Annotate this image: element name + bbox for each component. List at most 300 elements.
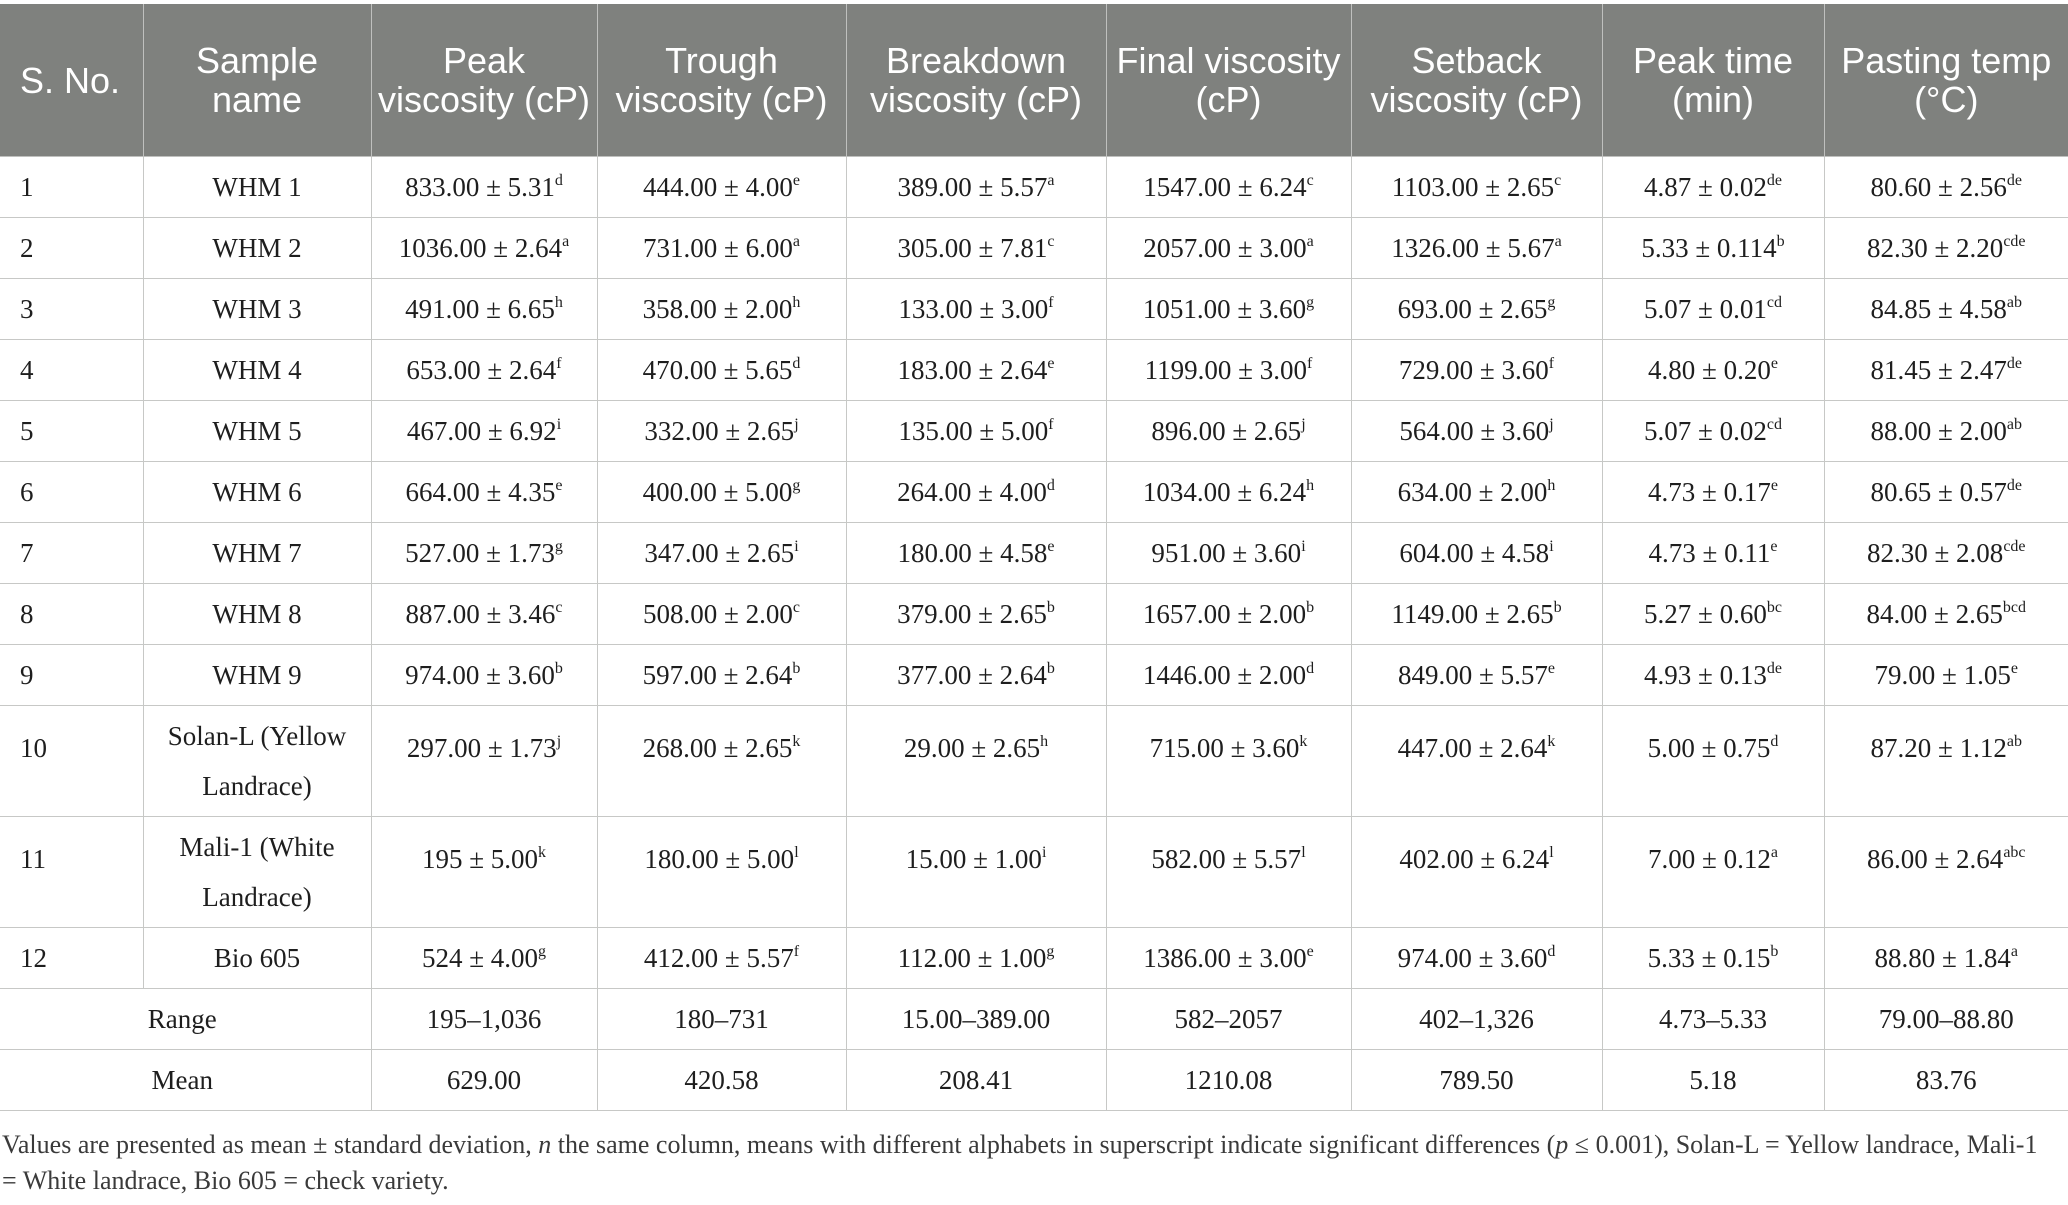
cell-breakdown-viscosity [846,523,1106,584]
cell-value: 5.33 ± 0.114 [1641,232,1777,263]
cell-final-viscosity [1106,462,1351,523]
cell-peak-viscosity [371,279,597,340]
cell-value: 389.00 ± 5.57 [897,171,1048,202]
cell-value: 491.00 ± 6.65 [405,293,555,324]
significance-superscript: g [554,537,563,555]
cell-sno: 3 [0,279,143,340]
cell-value: 1326.00 ± 5.67 [1391,232,1555,263]
table-row [0,401,2068,462]
cell-value: 4.87 ± 0.02 [1644,171,1767,202]
significance-superscript: k [792,733,801,750]
significance-superscript: g [1046,942,1055,960]
cell-value: 974.00 ± 3.60 [405,659,555,690]
summary-row-range [0,989,2068,1050]
table-row [0,817,2068,928]
cell-final-viscosity [1106,584,1351,645]
significance-superscript: i [794,537,799,555]
table-row [0,584,2068,645]
cell-sample-name: WHM 3 [143,279,371,340]
significance-superscript: g [1306,293,1315,311]
cell-sno: 8 [0,584,143,645]
significance-superscript: a [1770,844,1778,861]
significance-superscript: a [1047,171,1055,189]
significance-superscript: h [1040,733,1049,750]
cell-value: 180.00 ± 5.00 [644,844,795,874]
cell-value: 664.00 ± 4.35 [405,476,556,507]
cell-sample-name: Bio 605 [143,928,371,989]
cell-sno: 9 [0,645,143,706]
table-container [0,4,2068,1111]
significance-superscript: j [556,733,562,750]
header-sample-name: Sample name [143,4,371,157]
significance-superscript: cde [2003,232,2026,250]
cell-value: 1034.00 ± 6.24 [1142,476,1307,507]
cell-final-viscosity [1106,401,1351,462]
table-row [0,645,2068,706]
significance-superscript: e [1047,537,1055,555]
footnote-text-2: the same column, means with different alphabets in superscript indicate significant differences ( [551,1130,1556,1159]
cell-peak-time [1602,928,1824,989]
cell-value: 183.00 ± 2.64 [897,354,1048,385]
cell-sample-name: WHM 8 [143,584,371,645]
significance-superscript: b [1776,232,1785,250]
cell-value: 1657.00 ± 2.00 [1142,598,1307,629]
cell-value: 729.00 ± 3.60 [1398,354,1549,385]
cell-final-viscosity [1106,817,1351,928]
cell-value: 29.00 ± 2.65 [903,733,1041,763]
cell-sno: 11 [0,817,143,928]
cell-setback-viscosity [1351,523,1602,584]
cell-value: 332.00 ± 2.65 [644,415,795,446]
summary-cell-trough-viscosity: 420.58 [597,1050,846,1111]
table-row [0,706,2068,817]
significance-superscript: e [792,171,800,189]
cell-peak-time [1602,462,1824,523]
cell-sample-name: Mali-1 (White Landrace) [143,817,371,928]
cell-peak-viscosity [371,706,597,817]
cell-setback-viscosity [1351,706,1602,817]
significance-superscript: l [1549,844,1554,861]
significance-superscript: ab [2006,293,2022,311]
significance-superscript: d [792,354,801,372]
cell-value: 974.00 ± 3.60 [1397,942,1548,973]
cell-breakdown-viscosity [846,706,1106,817]
significance-superscript: h [792,293,801,311]
summary-row-mean [0,1050,2068,1111]
cell-trough-viscosity [597,218,846,279]
cell-pasting-temp [1824,279,2068,340]
significance-superscript: c [1047,232,1055,250]
cell-pasting-temp [1824,928,2068,989]
header-breakdown-viscosity: Breakdown viscosity (cP) [846,4,1106,157]
cell-sno: 6 [0,462,143,523]
summary-cell-breakdown-viscosity: 208.41 [846,1050,1106,1111]
cell-pasting-temp [1824,340,2068,401]
cell-peak-time [1602,706,1824,817]
cell-peak-viscosity [371,523,597,584]
cell-value: 887.00 ± 3.46 [405,598,556,629]
cell-peak-time [1602,401,1824,462]
cell-value: 634.00 ± 2.00 [1397,476,1548,507]
significance-superscript: de [2006,354,2022,372]
cell-value: 358.00 ± 2.00 [642,293,793,324]
cell-sno: 2 [0,218,143,279]
cell-peak-time [1602,523,1824,584]
cell-value: 305.00 ± 7.81 [897,232,1048,263]
cell-final-viscosity [1106,523,1351,584]
cell-pasting-temp [1824,523,2068,584]
cell-value: 402.00 ± 6.24 [1399,844,1550,874]
summary-label: Mean [0,1050,371,1111]
cell-trough-viscosity [597,928,846,989]
cell-setback-viscosity [1351,928,1602,989]
significance-superscript: abc [2003,844,2026,861]
cell-trough-viscosity [597,706,846,817]
cell-peak-time [1602,584,1824,645]
significance-superscript: k [1299,733,1308,750]
significance-superscript: b [1770,942,1779,960]
cell-value: 80.60 ± 2.56 [1870,171,2007,202]
significance-superscript: i [1549,537,1554,555]
header-peak-time: Peak time (min) [1602,4,1824,157]
significance-superscript: de [2006,171,2022,189]
cell-value: 467.00 ± 6.92 [406,415,557,446]
cell-pasting-temp [1824,218,2068,279]
cell-setback-viscosity [1351,218,1602,279]
cell-value: 1446.00 ± 2.00 [1142,659,1307,690]
cell-pasting-temp [1824,462,2068,523]
significance-superscript: e [2010,659,2018,677]
significance-superscript: k [538,844,547,861]
header-final-viscosity: Final viscosity (cP) [1106,4,1351,157]
cell-value: 604.00 ± 4.58 [1399,537,1550,568]
cell-peak-viscosity [371,584,597,645]
cell-value: 7.00 ± 0.12 [1648,844,1771,874]
cell-pasting-temp [1824,157,2068,218]
cell-value: 82.30 ± 2.08 [1866,537,2004,568]
cell-sno: 4 [0,340,143,401]
cell-sno: 7 [0,523,143,584]
cell-pasting-temp [1824,645,2068,706]
table-row [0,523,2068,584]
cell-final-viscosity [1106,218,1351,279]
table-row [0,462,2068,523]
cell-value: 1036.00 ± 2.64 [398,232,563,263]
cell-value: 377.00 ± 2.64 [897,659,1047,690]
table-row [0,218,2068,279]
header-peak-viscosity: Peak viscosity (cP) [371,4,597,157]
cell-sno: 5 [0,401,143,462]
significance-superscript: d [554,171,563,189]
significance-superscript: i [556,415,562,433]
significance-superscript: d [1046,476,1055,494]
significance-superscript: a [2010,942,2018,960]
cell-value: 135.00 ± 5.00 [898,415,1049,446]
cell-value: 1103.00 ± 2.65 [1391,171,1555,202]
summary-cell-final-viscosity: 582–2057 [1106,989,1351,1050]
significance-superscript: b [1046,598,1055,616]
significance-superscript: g [1547,293,1556,311]
significance-superscript: cd [1766,415,1782,433]
cell-final-viscosity [1106,706,1351,817]
cell-trough-viscosity [597,157,846,218]
cell-value: 444.00 ± 4.00 [643,171,793,202]
cell-value: 1199.00 ± 3.00 [1144,354,1307,385]
cell-final-viscosity [1106,340,1351,401]
cell-value: 412.00 ± 5.57 [643,942,794,973]
cell-breakdown-viscosity [846,645,1106,706]
cell-value: 86.00 ± 2.64 [1866,844,2004,874]
cell-value: 4.73 ± 0.17 [1648,476,1771,507]
cell-breakdown-viscosity [846,218,1106,279]
significance-superscript: de [2006,476,2022,494]
significance-superscript: f [1307,354,1313,372]
cell-setback-viscosity [1351,279,1602,340]
cell-sample-name: WHM 1 [143,157,371,218]
table-footnote [2,1127,2042,1199]
significance-superscript: b [1046,659,1055,677]
cell-breakdown-viscosity [846,401,1106,462]
summary-cell-peak-time: 5.18 [1602,1050,1824,1111]
cell-value: 833.00 ± 5.31 [405,171,555,202]
significance-superscript: j [794,415,799,433]
significance-superscript: ab [2006,415,2022,433]
cell-value: 400.00 ± 5.00 [642,476,793,507]
significance-superscript: bc [1766,598,1782,616]
cell-value: 112.00 ± 1.00 [897,942,1047,973]
summary-cell-setback-viscosity: 789.50 [1351,1050,1602,1111]
footnote-text-1: Values are presented as mean ± standard deviation, [2,1130,539,1159]
footnote-italic-p: p [1555,1130,1569,1159]
summary-cell-pasting-temp: 83.76 [1824,1050,2068,1111]
summary-cell-pasting-temp: 79.00–88.80 [1824,989,2068,1050]
significance-superscript: l [794,844,799,861]
cell-peak-time [1602,817,1824,928]
significance-superscript: de [1766,171,1782,189]
significance-superscript: j [1549,415,1554,433]
significance-superscript: g [538,942,547,960]
cell-value: 5.00 ± 0.75 [1647,733,1771,763]
cell-value: 1547.00 ± 6.24 [1143,171,1307,202]
cell-peak-viscosity [371,928,597,989]
cell-trough-viscosity [597,645,846,706]
significance-superscript: h [554,293,563,311]
significance-superscript: f [793,942,800,960]
cell-peak-time [1602,340,1824,401]
cell-setback-viscosity [1351,462,1602,523]
table-body [0,157,2068,1111]
cell-value: 524 ± 4.00 [421,942,539,973]
cell-peak-viscosity [371,645,597,706]
footnote-text-3: ≤ 0.001), Solan-L = Yellow landrace, Mali-1 = White landrace, Bio 605 = check variety. [2,1130,2038,1195]
significance-superscript: b [792,659,801,677]
table-header [0,4,2068,157]
cell-value: 81.45 ± 2.47 [1870,354,2007,385]
summary-cell-peak-time: 4.73–5.33 [1602,989,1824,1050]
significance-superscript: c [1554,171,1562,189]
significance-superscript: f [1048,415,1054,433]
cell-setback-viscosity [1351,157,1602,218]
cell-sample-name: WHM 5 [143,401,371,462]
cell-sample-name: Solan-L (Yellow Landrace) [143,706,371,817]
cell-value: 84.85 ± 4.58 [1870,293,2007,324]
significance-superscript: i [1301,537,1306,555]
cell-value: 5.07 ± 0.01 [1644,293,1767,324]
summary-cell-trough-viscosity: 180–731 [597,989,846,1050]
significance-superscript: e [1547,659,1555,677]
summary-cell-peak-viscosity: 629.00 [371,1050,597,1111]
cell-sample-name: WHM 6 [143,462,371,523]
cell-setback-viscosity [1351,584,1602,645]
cell-peak-viscosity [371,340,597,401]
cell-sample-name: WHM 7 [143,523,371,584]
cell-value: 87.20 ± 1.12 [1870,733,2007,763]
cell-value: 653.00 ± 2.64 [406,354,557,385]
cell-final-viscosity [1106,928,1351,989]
table-row [0,928,2068,989]
cell-value: 447.00 ± 2.64 [1397,733,1548,763]
cell-value: 264.00 ± 4.00 [897,476,1047,507]
cell-value: 79.00 ± 1.05 [1874,659,2011,690]
significance-superscript: c [792,598,800,616]
cell-peak-viscosity [371,462,597,523]
cell-value: 951.00 ± 3.60 [1151,537,1302,568]
significance-superscript: j [1301,415,1306,433]
cell-value: 88.80 ± 1.84 [1874,942,2011,973]
cell-value: 1386.00 ± 3.00 [1143,942,1307,973]
cell-value: 4.73 ± 0.11 [1648,537,1771,568]
cell-sample-name: WHM 4 [143,340,371,401]
summary-cell-setback-viscosity: 402–1,326 [1351,989,1602,1050]
cell-breakdown-viscosity [846,462,1106,523]
cell-setback-viscosity [1351,645,1602,706]
significance-superscript: cde [2003,537,2026,555]
cell-peak-time [1602,645,1824,706]
cell-value: 5.27 ± 0.60 [1644,598,1767,629]
cell-value: 508.00 ± 2.00 [643,598,793,629]
cell-breakdown-viscosity [846,340,1106,401]
cell-value: 379.00 ± 2.65 [897,598,1047,629]
significance-superscript: d [1547,942,1556,960]
summary-cell-breakdown-viscosity: 15.00–389.00 [846,989,1106,1050]
summary-cell-peak-viscosity: 195–1,036 [371,989,597,1050]
cell-breakdown-viscosity [846,928,1106,989]
header-sno: S. No. [0,4,143,157]
cell-trough-viscosity [597,584,846,645]
cell-value: 731.00 ± 6.00 [643,232,793,263]
cell-peak-time [1602,218,1824,279]
significance-superscript: g [792,476,801,494]
significance-superscript: b [1306,598,1315,616]
table-row [0,279,2068,340]
cell-value: 715.00 ± 3.60 [1149,733,1300,763]
cell-value: 268.00 ± 2.65 [642,733,793,763]
cell-peak-time [1602,157,1824,218]
cell-breakdown-viscosity [846,157,1106,218]
pasting-properties-table [0,4,2068,1111]
cell-value: 693.00 ± 2.65 [1397,293,1548,324]
significance-superscript: a [562,232,570,250]
summary-label: Range [0,989,371,1050]
cell-peak-time [1602,279,1824,340]
significance-superscript: e [1770,476,1778,494]
cell-value: 4.80 ± 0.20 [1648,354,1771,385]
cell-trough-viscosity [597,279,846,340]
cell-value: 82.30 ± 2.20 [1866,232,2004,263]
significance-superscript: e [1770,354,1778,372]
cell-value: 180.00 ± 4.58 [897,537,1048,568]
cell-sno: 1 [0,157,143,218]
cell-value: 297.00 ± 1.73 [406,733,557,763]
cell-trough-viscosity [597,462,846,523]
significance-superscript: l [1301,844,1306,861]
table-row [0,157,2068,218]
cell-peak-viscosity [371,817,597,928]
header-pasting-temp: Pasting temp (°C) [1824,4,2068,157]
header-setback-viscosity: Setback viscosity (cP) [1351,4,1602,157]
cell-value: 527.00 ± 1.73 [405,537,555,568]
cell-value: 347.00 ± 2.65 [644,537,795,568]
cell-sno: 10 [0,706,143,817]
cell-value: 470.00 ± 5.65 [642,354,793,385]
cell-trough-viscosity [597,401,846,462]
significance-superscript: a [1306,232,1314,250]
significance-superscript: h [1547,476,1556,494]
significance-superscript: b [554,659,563,677]
cell-value: 88.00 ± 2.00 [1870,415,2007,446]
cell-value: 2057.00 ± 3.00 [1143,232,1307,263]
significance-superscript: e [1306,942,1314,960]
significance-superscript: ab [2006,733,2022,750]
cell-final-viscosity [1106,645,1351,706]
significance-superscript: e [1770,537,1778,555]
significance-superscript: h [1306,476,1315,494]
cell-value: 133.00 ± 3.00 [898,293,1049,324]
significance-superscript: bcd [2002,598,2026,616]
significance-superscript: de [1766,659,1782,677]
significance-superscript: k [1547,733,1556,750]
significance-superscript: c [1306,171,1314,189]
cell-breakdown-viscosity [846,584,1106,645]
cell-setback-viscosity [1351,401,1602,462]
significance-superscript: e [555,476,563,494]
cell-sample-name: WHM 9 [143,645,371,706]
table-row [0,340,2068,401]
significance-superscript: a [792,232,800,250]
significance-superscript: d [1770,733,1779,750]
significance-superscript: a [1554,232,1562,250]
cell-pasting-temp [1824,401,2068,462]
cell-value: 80.65 ± 0.57 [1870,476,2007,507]
cell-value: 5.07 ± 0.02 [1644,415,1767,446]
cell-value: 4.93 ± 0.13 [1644,659,1767,690]
cell-breakdown-viscosity [846,817,1106,928]
significance-superscript: f [1548,354,1555,372]
cell-pasting-temp [1824,584,2068,645]
cell-value: 849.00 ± 5.57 [1398,659,1548,690]
cell-sample-name: WHM 2 [143,218,371,279]
cell-peak-viscosity [371,218,597,279]
header-trough-viscosity: Trough viscosity (cP) [597,4,846,157]
cell-trough-viscosity [597,523,846,584]
cell-peak-viscosity [371,401,597,462]
significance-superscript: e [1047,354,1055,372]
significance-superscript: f [1048,293,1054,311]
significance-superscript: b [1553,598,1562,616]
footnote-italic-n: n [538,1130,552,1159]
cell-value: 564.00 ± 3.60 [1399,415,1550,446]
cell-pasting-temp [1824,817,2068,928]
